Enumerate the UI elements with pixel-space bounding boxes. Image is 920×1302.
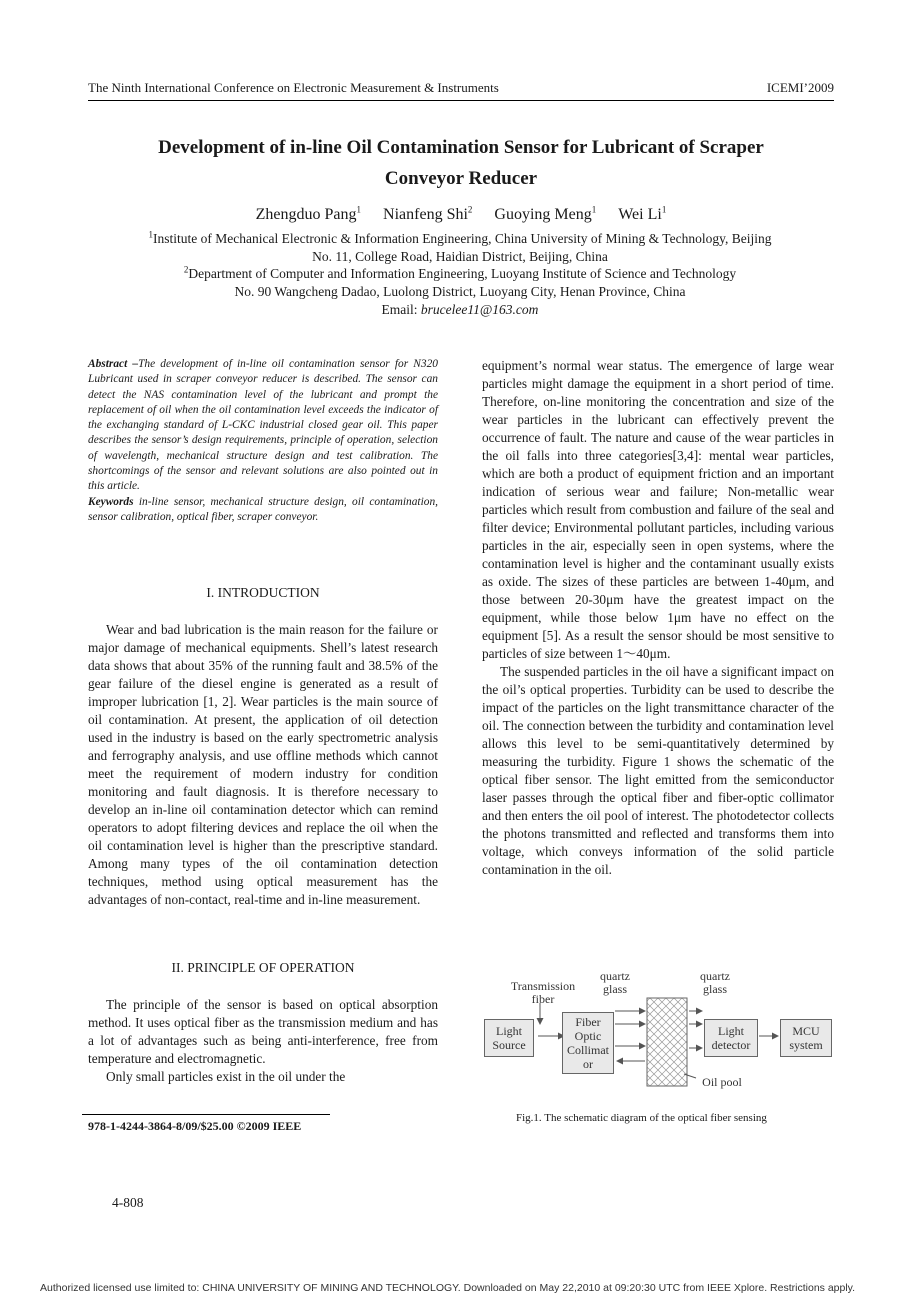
author-name: Wei Li xyxy=(618,206,662,223)
running-header-left: The Ninth International Conference on Electronic Measurement & Instruments xyxy=(88,80,499,95)
author-name: Zhengduo Pang xyxy=(255,206,357,223)
author xyxy=(256,206,361,223)
paper-title xyxy=(88,132,834,194)
figure-1-schematic xyxy=(482,966,834,1096)
author-sup: 1 xyxy=(661,204,667,215)
abstract-text: The development of in-line oil contamination sensor for N320 Lubricant used in scraper conveyor reducer is described. The sensor can detect the NAS contamination level of the lubricant and prompt the replacement of oil when the oil contamination level exceeds the indicator of the exchanging standard of L-CKC industrial closed gear oil. This paper describes the sensor’s design requirements, principle of operation, selection of wavelength, mechanical structure design and test calibration. The shortcomings of the sensor and relevant solutions are also pointed out in this article. xyxy=(88,358,438,493)
page-number: 4-808 xyxy=(112,1195,144,1210)
paragraph: Only small particles exist in the oil under the xyxy=(106,1069,346,1084)
figure-caption: Fig.1. The schematic diagram of the optical fiber sensing xyxy=(516,1112,767,1124)
introduction-body xyxy=(88,621,438,909)
author-sup: 2 xyxy=(467,204,473,215)
author-sup: 1 xyxy=(356,204,362,215)
transmission-fiber-label: Transmission fiber xyxy=(510,979,576,1006)
affiliation-line: Institute of Mechanical Electronic & Information Engineering, China University of Mining & Technology, Beijing xyxy=(153,231,772,246)
abstract xyxy=(88,357,438,495)
author-sup: 1 xyxy=(591,204,597,215)
light-source-box: Light Source xyxy=(484,1019,534,1057)
light-detector-box: Light detector xyxy=(704,1019,758,1057)
affiliation-2 xyxy=(60,265,860,301)
email-line xyxy=(60,301,860,319)
affiliation-sup: 1 xyxy=(148,229,154,240)
paragraph: Wear and bad lubrication is the main reason for the failure or major damage of mechanical equipments. Shell’s latest research data shows that about 35% of the running fault and 38.5% of the gear failure of the diesel engine is generated as a result of improper lubrication [1, 2]. Wear particles is the main source of oil contamination. At present, the application of oil detection used in the industry is based on the early spectrometric analysis and ferrography analysis, and use offline methods which cannot meet the requirement of modern industry for condition monitoring and fault diagnosis. It is therefore necessary to develop an in-line oil contamination detector which can remind operators to adopt filtering devices and replace the oil when the oil contamination level is higher than the prescriptive standard. Among many types of the oil contamination detection techniques, method using optical measurement has the advantages of non-contact, real-time and in-line measurement. xyxy=(88,622,438,907)
paragraph: equipment’s normal wear status. The emergence of large wear particles might damage the equipment in a short period of time. Therefore, on-line monitoring the concentration and size of the wear particles in the lubricant can effectively prevent the occurrence of fault. The nature and cause of the wear particles in the oil falls into three categories[3,4]: mental wear particles, which are both a product of equipment friction and an important indication of serious wear and failure; Non-metallic wear particles which result from combustion and failure of the seal and filter device; Environmental pollutant particles, including various particles in the air, especially seen in open systems, where the contamination level is higher and the contaminant usually exists as oxide. The sizes of these particles are between 1-40μm, and those between 20-30μm have the greatest impact on the equipment, while those below 1μm have no effect on the equipment [5]. As a result the sensor should be most sensitive to particles of size between 1～40μm. xyxy=(482,358,834,661)
affiliation-1 xyxy=(60,230,860,266)
affiliation-address: No. 11, College Road, Haidian District, Beijing, China xyxy=(312,249,608,264)
right-column xyxy=(482,357,834,879)
oil-pool-label: Oil pool xyxy=(702,1075,742,1089)
section-heading-principle: II. PRINCIPLE OF OPERATION xyxy=(171,960,355,975)
section-heading-introduction: I. INTRODUCTION xyxy=(206,585,320,600)
paragraph: The suspended particles in the oil have a significant impact on the oil’s optical properties. Turbidity can be used to describe the impact of the particles on the light transmittance character of the oil. The connection between the turbidity and contamination level allows this level to be semi-quantitatively determined by measuring the turbidity. Figure 1 shows the schematic of the optical fiber sensor. The light emitted from the semiconductor laser passes through the optical fiber and fiber-optic collimator and then enters the oil pool of interest. The photodetector collects the photons transmitted and reflected and transforms them into voltage, which conveys information of the solid particle contamination in the oil. xyxy=(482,664,834,877)
left-column xyxy=(88,357,438,525)
email-link[interactable]: brucelee11@163.com xyxy=(420,302,539,317)
title-line-1: Development of in-line Oil Contamination Sensor for Lubricant of Scraper xyxy=(158,137,764,158)
email-label: Email: xyxy=(381,302,421,317)
title-line-2: Conveyor Reducer xyxy=(384,168,538,189)
author-list xyxy=(88,206,834,224)
oil-pool-box xyxy=(647,998,687,1086)
header-rule xyxy=(88,100,834,101)
quartz-glass-right-label: quartz glass xyxy=(700,969,730,996)
author-name: Nianfeng Shi xyxy=(383,206,468,223)
quartz-glass-left-label: quartz glass xyxy=(600,969,630,996)
author xyxy=(383,206,472,223)
principle-body xyxy=(88,996,438,1086)
affiliation-sup: 2 xyxy=(183,264,189,275)
keywords-label: Keywords xyxy=(88,495,134,508)
running-header-right: ICEMI’2009 xyxy=(766,80,834,95)
footnote-rule xyxy=(82,1114,330,1115)
author-name: Guoying Meng xyxy=(494,206,592,223)
author xyxy=(494,206,596,223)
paragraph: The principle of the sensor is based on optical absorption method. It uses optical fiber as the transmission medium and has a lot of advantages such as being anti-interference, free from temperature and electromagnetic. xyxy=(88,997,438,1066)
author xyxy=(618,206,666,223)
license-footer: Authorized licensed use limited to: CHINA UNIVERSITY OF MINING AND TECHNOLOGY. Downloaded on May 22,2010 at 09:20:30 UTC from IEEE Xplore. Restrictions apply. xyxy=(40,1282,856,1294)
keywords-text: in-line sensor, mechanical structure design, oil contamination, sensor calibration, optical fiber, scraper conveyor. xyxy=(88,495,438,523)
affiliation-line: Department of Computer and Information Engineering, Luoyang Institute of Science and Technology xyxy=(188,266,737,281)
copyright-notice: 978-1-4244-3864-8/09/$25.00 ©2009 IEEE xyxy=(88,1119,302,1133)
abstract-label: Abstract – xyxy=(88,358,139,370)
mcu-box: MCU system xyxy=(780,1019,832,1057)
keywords xyxy=(88,495,438,526)
affiliation-address: No. 90 Wangcheng Dadao, Luolong District, Luoyang City, Henan Province, China xyxy=(234,284,686,299)
collimator-box: Fiber Optic Collimat or xyxy=(562,1012,614,1074)
